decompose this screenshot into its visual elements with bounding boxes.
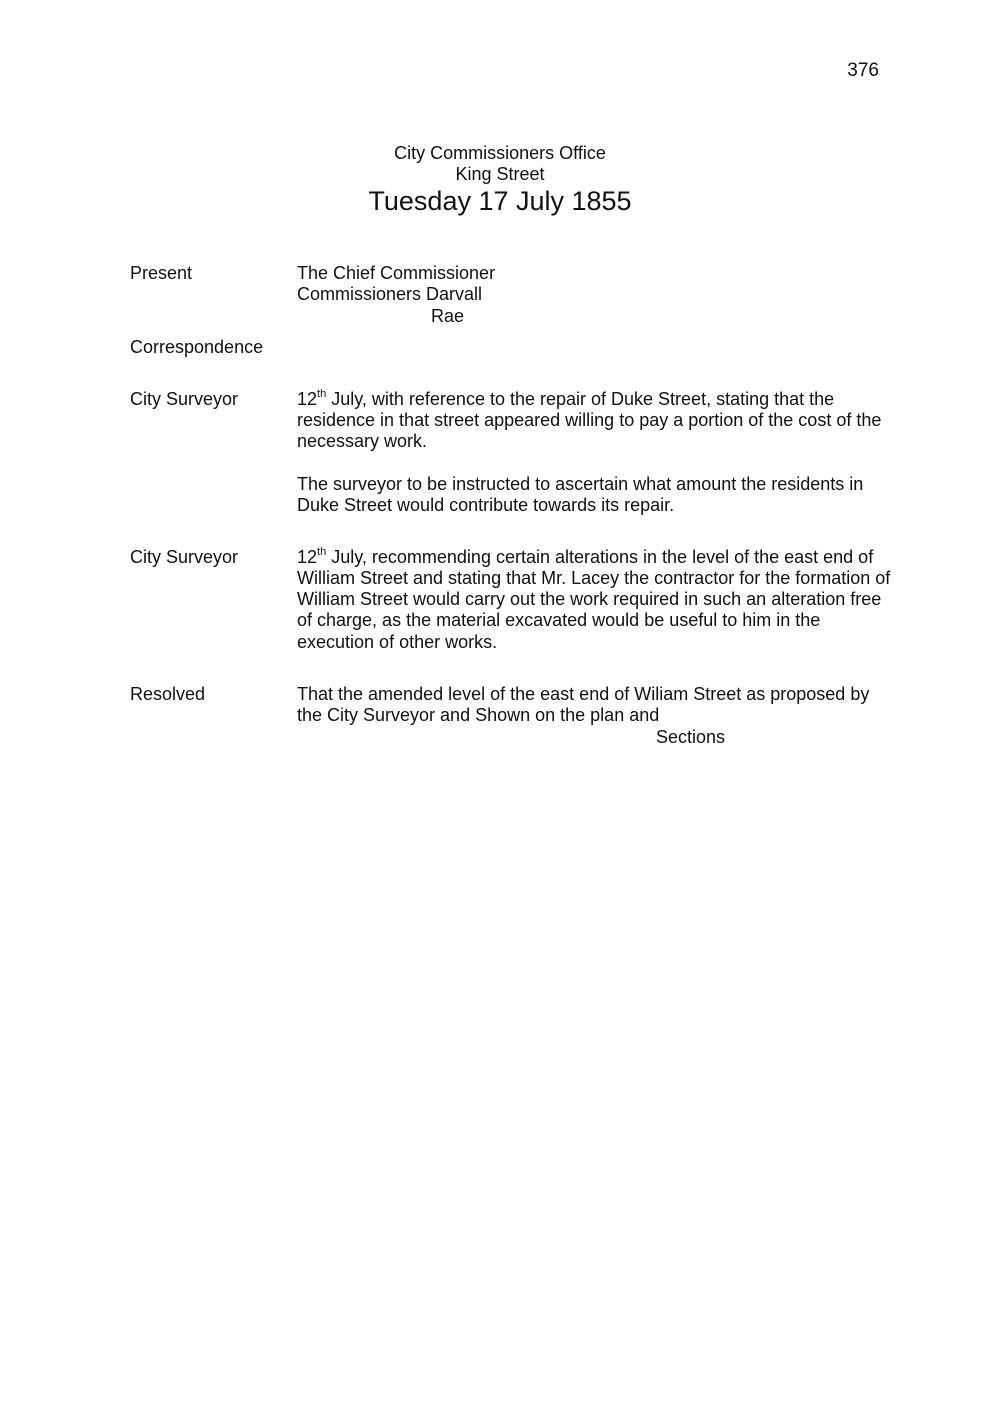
meeting-date: Tuesday 17 July 1855 [368,186,632,216]
entry-line: execution of other works. [297,632,498,652]
present-line: The Chief Commissioner [297,263,496,283]
entry-label: City Surveyor [130,389,239,409]
page-number: 376 [847,60,879,81]
entry-text: July, recommending certain alterations in the level of the east end of [326,547,874,567]
entry-note-line: Duke Street would contribute towards its repair. [297,495,675,515]
present-label: Present [130,263,193,283]
entry-text: July, with reference to the repair of Duke Street, stating that the [326,389,835,409]
correspondence-label: Correspondence [130,337,264,357]
resolved-line: That the amended level of the east end of Wiliam Street as proposed by [297,684,870,704]
resolved-label: Resolved [130,684,206,704]
entry-note-line: The surveyor to be instructed to ascertain what amount the residents in [297,474,864,494]
entry-first-line [297,547,917,569]
entry-line: residence in that street appeared willing to pay a portion of the cost of the [297,410,882,430]
present-line: Commissioners Darvall [297,284,483,304]
resolved-line: the City Surveyor and Shown on the plan and [297,705,660,725]
catchword: Sections [656,727,726,747]
entry-day: 12 [297,389,318,409]
entry-line: William Street and stating that Mr. Lacey the contractor for the formation of [297,568,891,588]
entry-label: City Surveyor [130,547,239,567]
street-heading: King Street [455,164,545,184]
present-line: Rae [431,306,465,326]
entry-day: 12 [297,547,318,567]
entry-line: necessary work. [297,431,428,451]
office-heading: City Commissioners Office [394,143,606,163]
entry-line: of charge, as the material excavated would be useful to him in the [297,610,821,630]
entry-line: William Street would carry out the work required in such an alteration free [297,589,882,609]
entry-day-suffix: th [317,388,327,400]
entry-day-suffix: th [317,546,327,558]
entry-first-line [297,389,917,411]
